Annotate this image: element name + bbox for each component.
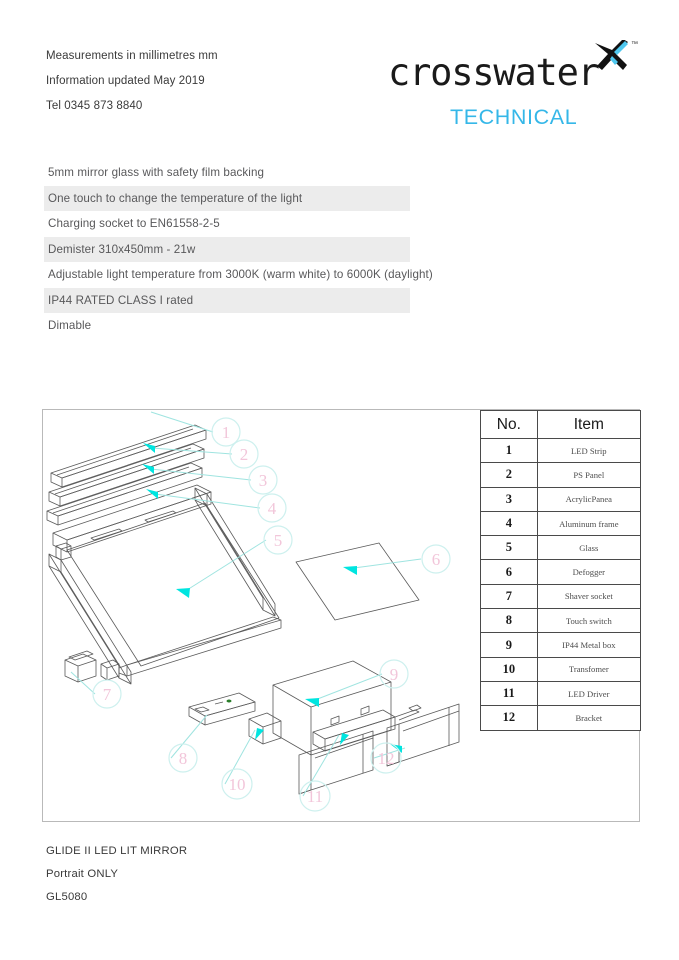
spec-row-6: IP44 RATED CLASS I rated bbox=[44, 288, 410, 314]
table-row bbox=[481, 439, 641, 463]
table-row bbox=[481, 463, 641, 487]
row-item: Bracket bbox=[537, 706, 640, 730]
row-item: Glass bbox=[537, 536, 640, 560]
svg-text:11: 11 bbox=[306, 787, 324, 806]
table-header-no: No. bbox=[481, 411, 538, 439]
row-item: Defogger bbox=[537, 560, 640, 584]
exploded-view-drawing bbox=[43, 410, 483, 821]
table-row bbox=[481, 511, 641, 535]
svg-text:9: 9 bbox=[389, 665, 399, 684]
svg-text:6: 6 bbox=[431, 550, 441, 569]
row-no: 7 bbox=[481, 584, 538, 608]
table-row bbox=[481, 584, 641, 608]
brand-logo bbox=[388, 41, 638, 139]
trademark-symbol: ™ bbox=[631, 41, 638, 48]
spec-row-7: Dimable bbox=[48, 319, 92, 332]
spec-row-1: 5mm mirror glass with safety film backing bbox=[48, 166, 265, 179]
spec-row-4: Demister 310x450mm - 21w bbox=[44, 237, 410, 263]
parts-table bbox=[480, 410, 641, 731]
table-row bbox=[481, 681, 641, 705]
row-no: 8 bbox=[481, 609, 538, 633]
table-row bbox=[481, 706, 641, 730]
svg-text:8: 8 bbox=[178, 749, 188, 768]
svg-text:4: 4 bbox=[267, 499, 277, 518]
row-no: 6 bbox=[481, 560, 538, 584]
footer-orientation: Portrait ONLY bbox=[46, 868, 119, 880]
table-row bbox=[481, 609, 641, 633]
table-row bbox=[481, 560, 641, 584]
row-no: 2 bbox=[481, 463, 538, 487]
table-header-row bbox=[481, 411, 641, 439]
table-row bbox=[481, 487, 641, 511]
row-no: 9 bbox=[481, 633, 538, 657]
row-item: AcrylicPanea bbox=[537, 487, 640, 511]
row-item: LED Driver bbox=[537, 681, 640, 705]
row-item: Aluminum frame bbox=[537, 511, 640, 535]
footer-product-name: GLIDE II LED LIT MIRROR bbox=[46, 845, 188, 857]
brand-wordmark: crosswater bbox=[388, 51, 599, 94]
table-header-item: Item bbox=[537, 411, 640, 439]
footer-product-code: GL5080 bbox=[46, 891, 88, 903]
row-no: 11 bbox=[481, 681, 538, 705]
row-item: PS Panel bbox=[537, 463, 640, 487]
spec-row-5: Adjustable light temperature from 3000K (warm white) to 6000K (daylight) bbox=[48, 268, 433, 281]
row-item: Shaver socket bbox=[537, 584, 640, 608]
row-no: 1 bbox=[481, 439, 538, 463]
svg-text:10: 10 bbox=[228, 775, 246, 794]
row-item: LED Strip bbox=[537, 439, 640, 463]
row-no: 10 bbox=[481, 657, 538, 681]
svg-text:1: 1 bbox=[221, 423, 231, 442]
header-line-updated: Information updated May 2019 bbox=[46, 75, 205, 87]
svg-text:3: 3 bbox=[258, 471, 268, 490]
svg-text:7: 7 bbox=[102, 685, 112, 704]
row-no: 12 bbox=[481, 706, 538, 730]
row-item: IP44 Metal box bbox=[537, 633, 640, 657]
spec-row-2: One touch to change the temperature of the light bbox=[44, 186, 410, 212]
spec-row-3: Charging socket to EN61558-2-5 bbox=[48, 217, 220, 230]
svg-text:2: 2 bbox=[239, 445, 249, 464]
table-row bbox=[481, 536, 641, 560]
svg-text:12: 12 bbox=[377, 749, 395, 768]
specification-list bbox=[44, 160, 433, 339]
header-info-block bbox=[46, 44, 376, 119]
row-item: Transfomer bbox=[537, 657, 640, 681]
svg-text:5: 5 bbox=[273, 531, 283, 550]
crosswater-x-icon bbox=[592, 40, 630, 74]
header-line-measurements: Measurements in millimetres mm bbox=[46, 50, 218, 62]
table-row bbox=[481, 657, 641, 681]
row-no: 5 bbox=[481, 536, 538, 560]
row-no: 3 bbox=[481, 487, 538, 511]
product-footer bbox=[46, 840, 187, 909]
logo-subtitle-technical: TECHNICAL bbox=[450, 105, 578, 129]
row-no: 4 bbox=[481, 511, 538, 535]
table-row bbox=[481, 633, 641, 657]
header-line-telephone: Tel 0345 873 8840 bbox=[46, 100, 143, 112]
row-item: Touch switch bbox=[537, 609, 640, 633]
